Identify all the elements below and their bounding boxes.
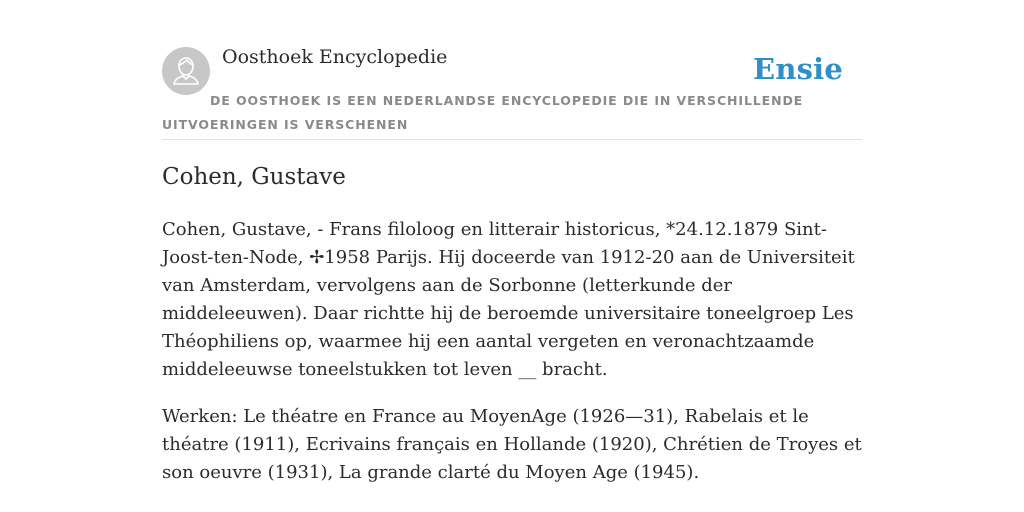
header-divider — [162, 139, 862, 140]
page-title: Cohen, Gustave — [162, 164, 346, 190]
article-paragraph: Cohen, Gustave, - Frans filoloog en litterair historicus, *24.12.1879 Sint-Joost-ten-Node, ✢1958 Parijs. Hij doceerde van 1912-20 aan de Universiteit van Amsterdam, vervolgens aan de Sorbonne (letterkunde der middeleeuwen). Daar richtte hij de beroemde universitaire toneelgroep Les Théophiliens op, waarmee hij een aantal vergeten en veronachtzaamde middeleeuwse toneelstukken tot leven __ bracht. — [162, 219, 855, 380]
brand-logo-link[interactable]: Ensie — [753, 52, 843, 86]
site-tagline: DE OOSTHOEK IS EEN NEDERLANDSE ENCYCLOPEDIE DIE IN VERSCHILLENDE UITVOERINGEN IS VERSCHENEN — [162, 93, 804, 132]
article-paragraph: Werken: Le théatre en France au MoyenAge (1926—31), Rabelais et le théatre (1911), Ecrivains français en Hollande (1920), Chrétien de Troyes et son oeuvre (1931), La grande clarté du Moyen Age (1945). — [162, 406, 862, 483]
avatar[interactable] — [162, 47, 210, 95]
user-icon — [162, 47, 210, 95]
page-container — [162, 0, 862, 512]
site-title[interactable]: Oosthoek Encyclopedie — [222, 46, 448, 68]
